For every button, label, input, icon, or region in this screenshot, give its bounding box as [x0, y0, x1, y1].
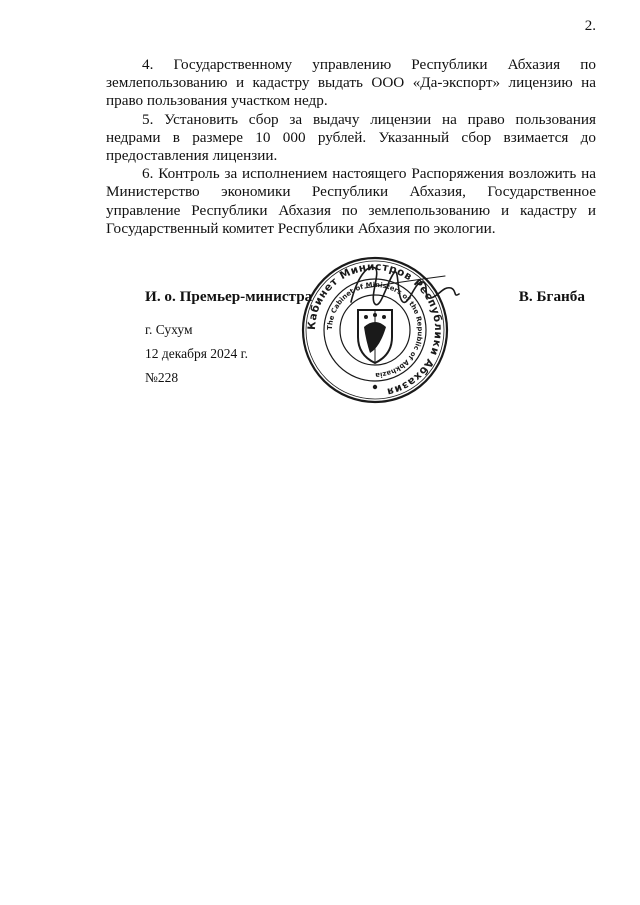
document-date: 12 декабря 2024 г. — [145, 346, 249, 361]
seal-outer-text: Кабинет Министров Республики Абхазия — [305, 260, 445, 398]
document-body — [106, 56, 596, 238]
paragraph-4: 4. Государственному управлению Республики Абхазия по землепользованию и кадастру выдать ООО «Да-экспорт» лицензию на право пользования участком недр. — [106, 56, 596, 110]
document-city: г. Сухум — [145, 322, 193, 337]
paragraph-6: 6. Контроль за исполнением настоящего Распоряжения возложить на Министерство экономики Республики Абхазия, Государственное управление Республики Абхазия по землепользованию и кадастру и Государственный комитет Республики Абхазия по экологии. — [106, 165, 596, 237]
page-number: 2. — [584, 18, 596, 34]
paragraph-5: 5. Установить сбор за выдачу лицензии на право пользования недрами в размере 10 000 рублей. Указанный сбор взимается до предоставления лицензии. — [106, 110, 596, 165]
document-number: №228 — [145, 370, 179, 385]
handwritten-signature — [345, 258, 465, 318]
seal-inner-text: The Cabinet of Ministers of the Republic of Abkhazia — [325, 280, 425, 380]
signatory-name: В. Бганба — [518, 288, 585, 305]
signatory-role: И. о. Премьер-министра — [145, 288, 313, 305]
